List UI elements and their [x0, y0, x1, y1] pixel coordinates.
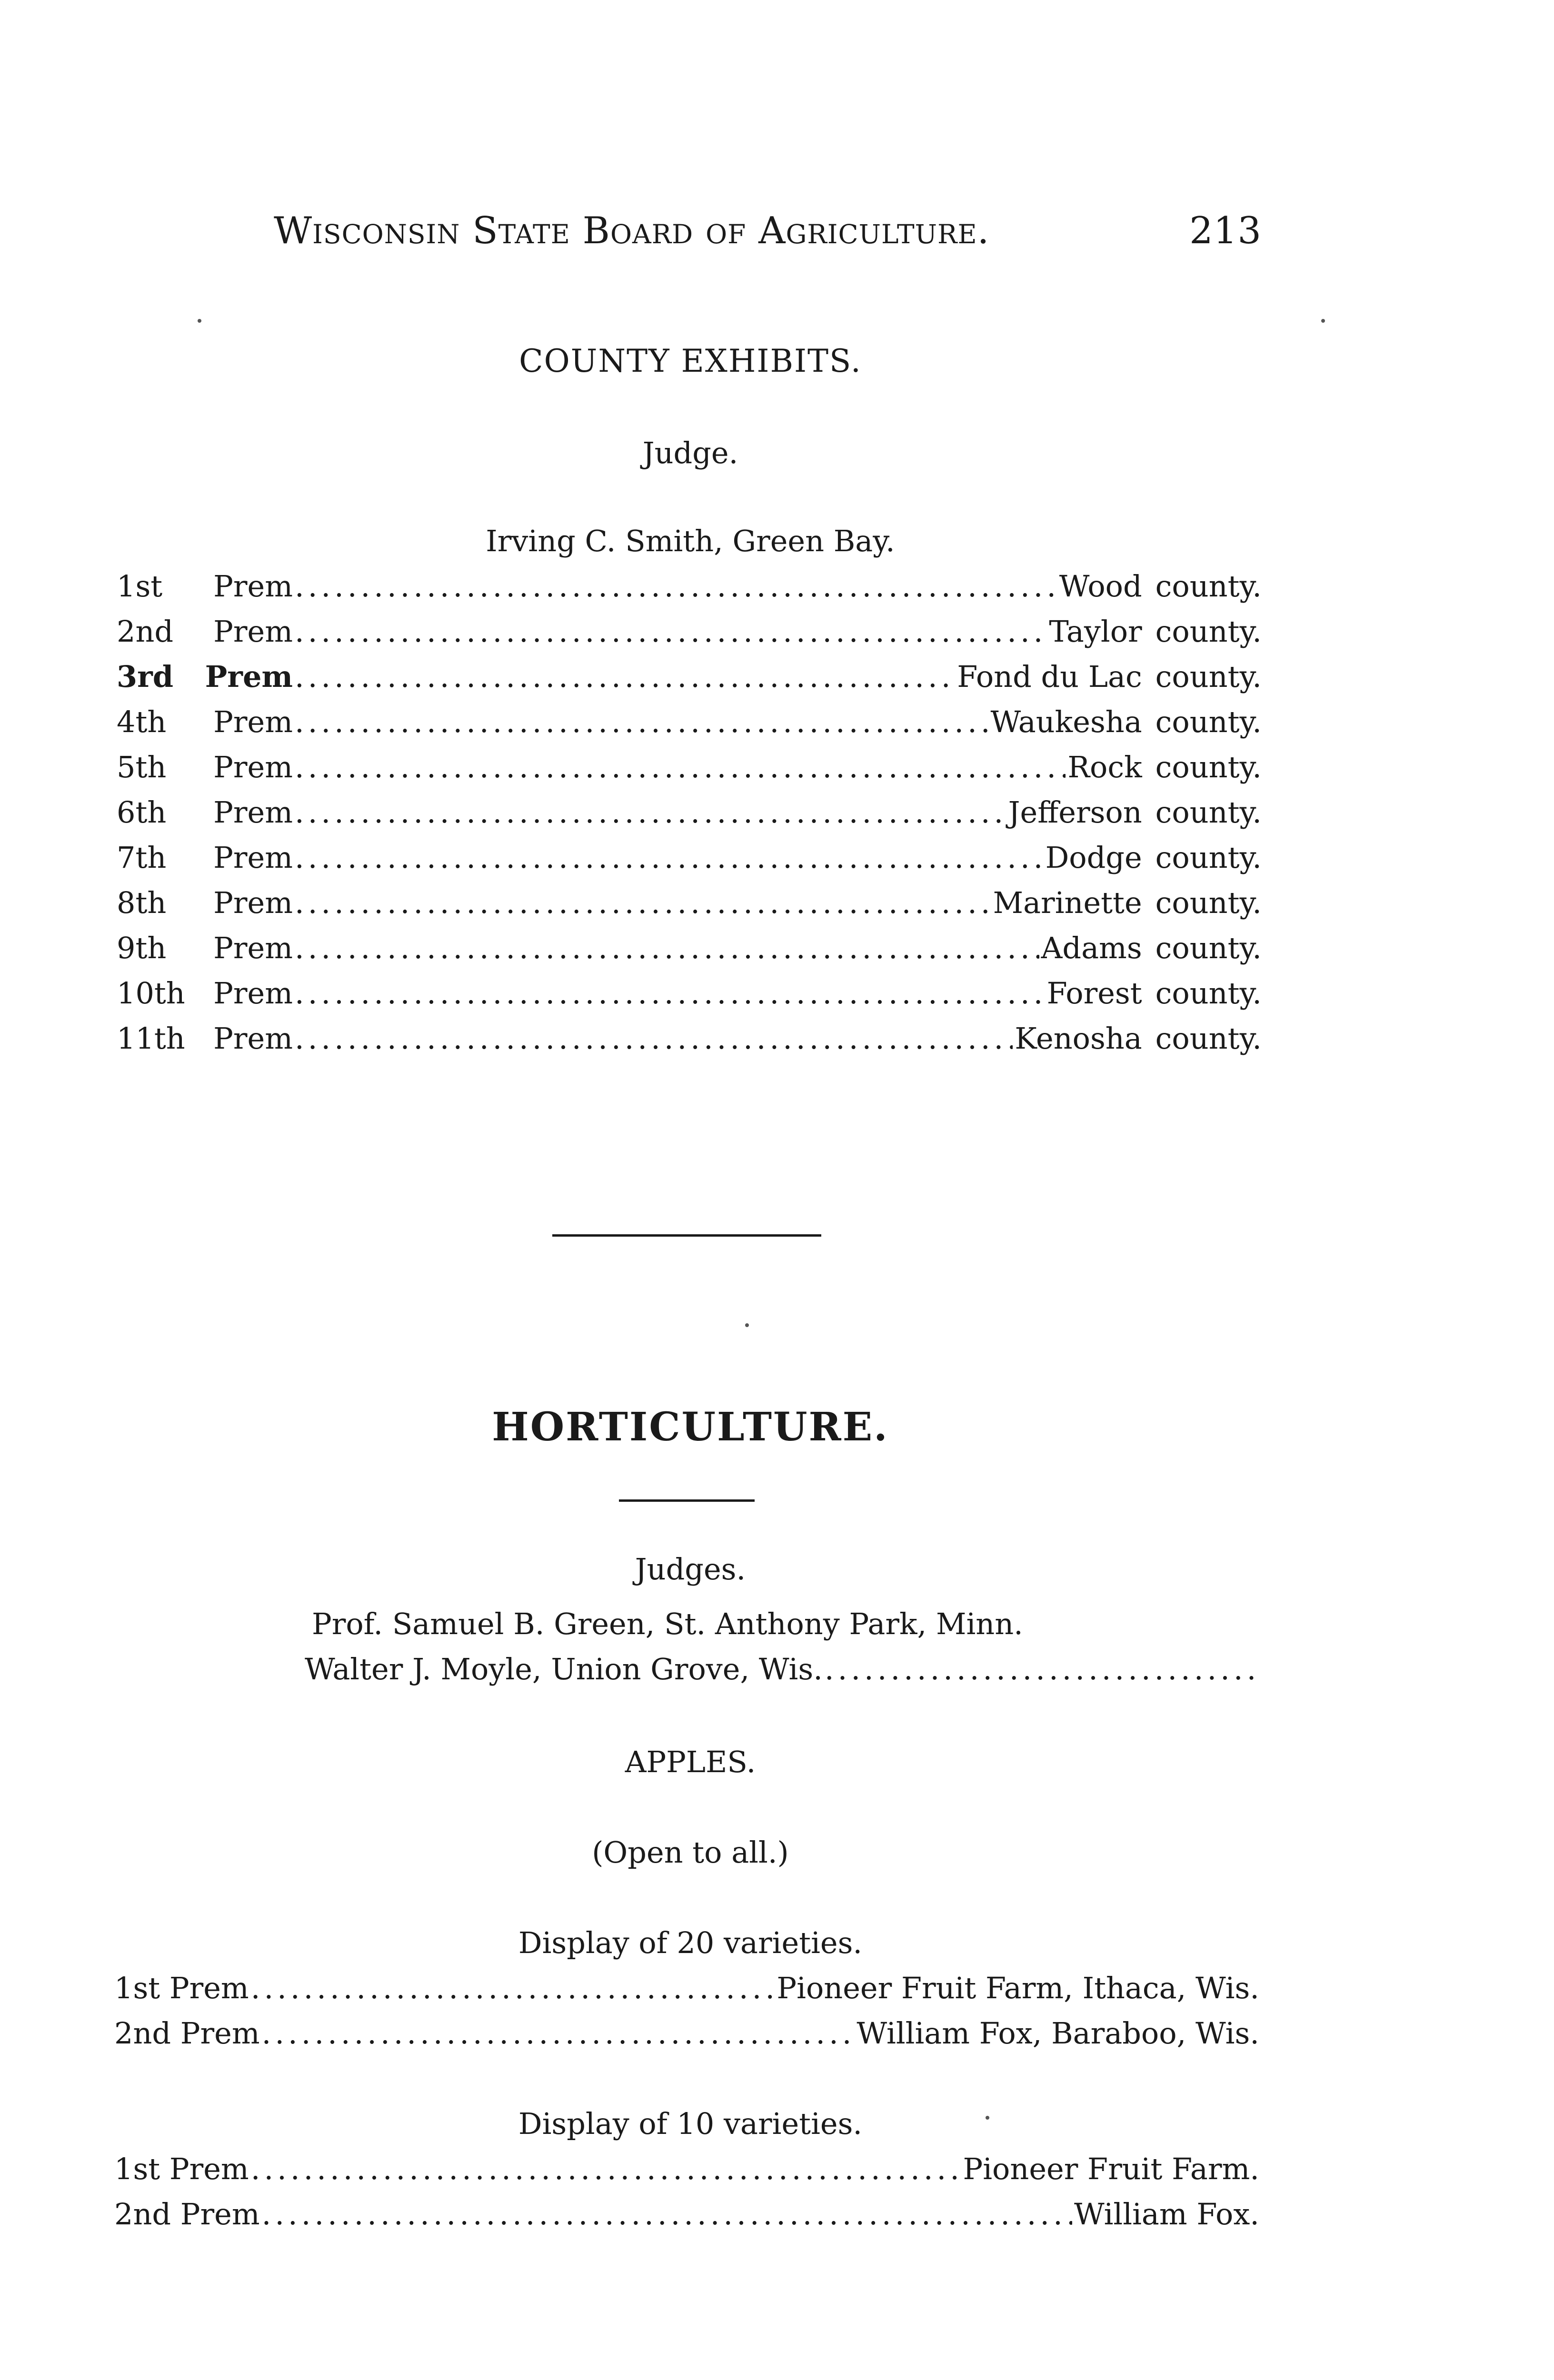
- running-header-title: Wisconsin State Board of Agriculture.: [274, 209, 990, 252]
- premium-place: 11th: [117, 1021, 185, 1056]
- dot-leader: [295, 931, 1039, 965]
- dot-leader: [262, 2016, 855, 2051]
- premium-row: [114, 2016, 1259, 2051]
- premium-row: [114, 2197, 1259, 2231]
- premium-row: [117, 659, 1262, 694]
- premium-winner: Rock: [1067, 750, 1142, 784]
- premium-label: Prem: [213, 750, 293, 784]
- premium-row: [117, 976, 1262, 1011]
- premium-suffix: county.: [1155, 885, 1262, 920]
- premium-winner: Pioneer Fruit Farm.: [963, 2152, 1259, 2186]
- premium-winner: William Fox.: [1074, 2197, 1259, 2231]
- page-number: 213: [1189, 209, 1262, 252]
- premium-row: [117, 931, 1262, 965]
- running-header: [274, 209, 1262, 262]
- display-group-heading: Display of 20 varieties.: [518, 1925, 863, 1960]
- premium-row: [117, 569, 1262, 604]
- premium-label: Prem: [213, 569, 293, 604]
- dot-leader: [295, 1021, 1013, 1056]
- premium-place: 8th: [117, 885, 167, 920]
- premium-place: 1st: [117, 569, 163, 604]
- premium-place: 10th: [117, 976, 185, 1011]
- premium-row: [117, 885, 1262, 920]
- section-divider: [552, 1234, 821, 1237]
- premium-winner: Kenosha: [1015, 1021, 1142, 1056]
- display-group-heading: Display of 10 varieties.: [518, 2106, 863, 2141]
- apples-heading: APPLES.: [625, 1745, 756, 1779]
- dot-leader: [295, 704, 988, 739]
- dot-leader: [251, 1971, 775, 2005]
- premium-place: 3rd: [117, 659, 174, 694]
- premium-winner: Waukesha: [990, 704, 1142, 739]
- premium-winner: Adams: [1041, 931, 1142, 965]
- premium-winner: Wood: [1059, 569, 1142, 604]
- premium-suffix: county.: [1155, 750, 1262, 784]
- premium-label: Prem: [213, 931, 293, 965]
- premium-label: Prem: [213, 704, 293, 739]
- horticulture-judges-heading: Judges.: [635, 1552, 746, 1587]
- premium-row: [117, 704, 1262, 739]
- premium-winner: Taylor: [1049, 614, 1142, 649]
- premium-row: [117, 1021, 1262, 1056]
- dot-leader: [295, 750, 1066, 784]
- premium-winner: Pioneer Fruit Farm, Ithaca, Wis.: [777, 1971, 1259, 2005]
- premium-row: [114, 1971, 1259, 2005]
- premium-place: 5th: [117, 750, 167, 784]
- premium-label: 1st Prem: [114, 1971, 249, 2005]
- county-exhibits-heading: COUNTY EXHIBITS.: [519, 343, 862, 379]
- premium-suffix: county.: [1155, 795, 1262, 830]
- premium-suffix: county.: [1155, 659, 1262, 694]
- premium-place: 2nd: [117, 614, 174, 649]
- dot-leader: [295, 976, 1045, 1011]
- dot-leader: [295, 659, 955, 694]
- premium-row: [117, 750, 1262, 784]
- apples-note: (Open to all.): [592, 1835, 789, 1870]
- scan-speck: [1321, 319, 1325, 323]
- dot-leader: [295, 840, 1044, 875]
- premium-suffix: county.: [1155, 614, 1262, 649]
- premium-suffix: county.: [1155, 976, 1262, 1011]
- premium-row: [114, 2152, 1259, 2186]
- dot-leader: [262, 2197, 1072, 2231]
- premium-label: Prem: [205, 659, 293, 694]
- judge-row: [305, 1652, 1259, 1686]
- premium-suffix: county.: [1155, 704, 1262, 739]
- premium-row: [117, 795, 1262, 830]
- county-judge-heading: Judge.: [642, 436, 738, 470]
- premium-suffix: county.: [1155, 931, 1262, 965]
- premium-label: Prem: [213, 795, 293, 830]
- premium-label: 2nd Prem: [114, 2016, 260, 2051]
- premium-place: 4th: [117, 704, 167, 739]
- county-judge-name: Irving C. Smith, Green Bay.: [486, 524, 895, 558]
- premium-label: Prem: [213, 976, 293, 1011]
- premium-winner: Forest: [1046, 976, 1142, 1011]
- premium-winner: Marinette: [993, 885, 1142, 920]
- premium-label: Prem: [213, 1021, 293, 1056]
- dot-leader: [825, 1652, 1259, 1686]
- premium-label: 2nd Prem: [114, 2197, 260, 2231]
- premium-suffix: county.: [1155, 840, 1262, 875]
- premium-winner: Dodge: [1045, 840, 1142, 875]
- premium-winner: William Fox, Baraboo, Wis.: [857, 2016, 1259, 2051]
- scan-speck: [198, 319, 201, 323]
- scan-speck: [745, 1323, 749, 1327]
- horticulture-heading: HORTICULTURE.: [492, 1404, 889, 1450]
- premium-place: 7th: [117, 840, 167, 875]
- premium-label: Prem: [213, 614, 293, 649]
- dot-leader: [295, 569, 1057, 604]
- premium-label: Prem: [213, 840, 293, 875]
- dot-leader: [295, 614, 1047, 649]
- premium-row: [117, 840, 1262, 875]
- premium-suffix: county.: [1155, 569, 1262, 604]
- premium-winner: Jefferson: [1008, 795, 1142, 830]
- dot-leader: [251, 2152, 961, 2186]
- premium-suffix: county.: [1155, 1021, 1262, 1056]
- dot-leader: [295, 885, 991, 920]
- premium-label: 1st Prem: [114, 2152, 249, 2186]
- premium-place: 9th: [117, 931, 167, 965]
- title-underline: [619, 1499, 755, 1502]
- judge-name: Prof. Samuel B. Green, St. Anthony Park, Minn.: [312, 1606, 1023, 1641]
- premium-winner: Fond du Lac: [957, 659, 1142, 694]
- premium-label: Prem: [213, 885, 293, 920]
- scan-speck: [986, 2116, 989, 2120]
- premium-place: 6th: [117, 795, 167, 830]
- premium-row: [117, 614, 1262, 649]
- dot-leader: [295, 795, 1006, 830]
- judge-name: Walter J. Moyle, Union Grove, Wis.: [305, 1652, 823, 1686]
